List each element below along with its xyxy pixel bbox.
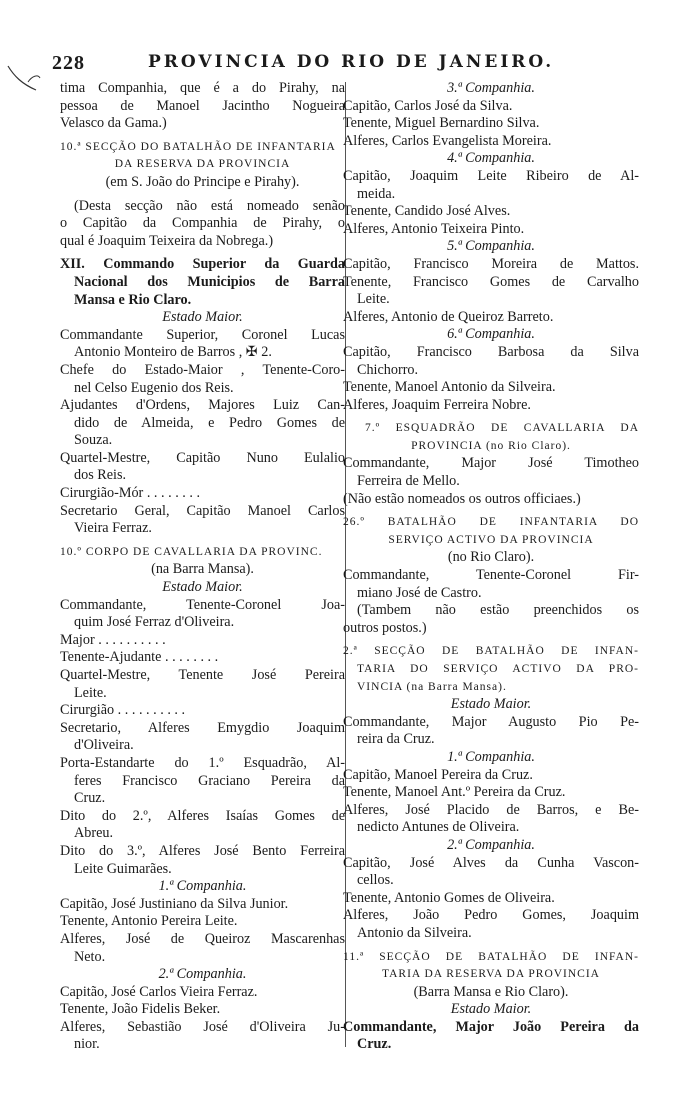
section-heading: TARIA DA RESERVA DA PROVINCIA bbox=[381, 968, 600, 981]
text-line: Chefe do Estado-Maior , Tenente-Coro- bbox=[60, 361, 345, 378]
text-line: qual é Joaquim Teixeira da Nobrega.) bbox=[60, 232, 274, 249]
text-line: Tenente, Manoel Antonio da Silveira. bbox=[343, 379, 556, 396]
section-heading: VINCIA (na Barra Mansa). bbox=[357, 680, 507, 693]
section-heading: 10.º CORPO DE CAVALLARIA DA PROVINC. bbox=[60, 545, 323, 558]
text-line: outros postos.) bbox=[343, 619, 427, 636]
text-line: dido de Almeida, e Pedro Gomes de bbox=[74, 414, 345, 431]
text-line: Tenente, Antonio Gomes de Oliveira. bbox=[343, 889, 555, 906]
text-line: Tenente, Candido José Alves. bbox=[343, 203, 511, 220]
text-line: Capitão, Carlos José da Silva. bbox=[343, 97, 513, 114]
text-line: Cirurgião . . . . . . . . . . bbox=[60, 702, 186, 719]
text-line: Tenente, Antonio Pereira Leite. bbox=[60, 913, 238, 930]
subheading: 6.ª Companhia. bbox=[447, 326, 535, 343]
text-line: Quartel-Mestre, Tenente José Pereira bbox=[60, 667, 345, 683]
text-line: Capitão, Francisco Moreira de Mattos. bbox=[343, 255, 639, 272]
text-line: meida. bbox=[357, 185, 396, 202]
page-number: 228 bbox=[52, 52, 85, 74]
left-column bbox=[60, 80, 345, 1054]
section-heading: 11.ª SECÇÃO DE BATALHÃO DE INFAN- bbox=[343, 950, 639, 963]
text-line: Tenente, Manoel Ant.º Pereira da Cruz. bbox=[343, 784, 566, 801]
text-line: reira da Cruz. bbox=[357, 731, 435, 748]
text-line: Alferes, Antonio de Queiroz Barreto. bbox=[343, 308, 554, 325]
text-line: Leite. bbox=[74, 684, 107, 701]
text-line: Cruz. bbox=[357, 1036, 392, 1053]
subheading: 4.ª Companhia. bbox=[447, 150, 535, 167]
text-line: Capitão, Manoel Pereira da Cruz. bbox=[343, 766, 533, 783]
section-heading: Mansa e Rio Claro. bbox=[74, 291, 192, 308]
text-line: Secretario, Alferes Emygdio Joaquim bbox=[60, 719, 345, 736]
subheading: Estado Maior. bbox=[162, 309, 243, 326]
text-line: Secretario Geral, Capitão Manoel Carlos bbox=[60, 502, 345, 519]
text-line: Capitão, Francisco Barbosa da Silva bbox=[343, 343, 639, 360]
text-line: Alferes, Carlos Evangelista Moreira. bbox=[343, 132, 552, 149]
subheading: 2.ª Companhia. bbox=[158, 966, 247, 983]
pen-mark-icon bbox=[6, 62, 42, 98]
text-line: Alferes, José Placido de Barros, e Be- bbox=[343, 801, 639, 818]
text-line: Quartel-Mestre, Capitão Nuno Eulalio bbox=[60, 449, 345, 466]
section-heading: 26.º BATALHÃO DE INFANTARIA DO bbox=[343, 516, 639, 529]
text-line: Leite Guimarães. bbox=[74, 860, 172, 877]
text-line: (no Rio Claro). bbox=[447, 549, 535, 566]
section-heading: XII. Commando Superior da Guarda bbox=[60, 256, 345, 273]
text-line: (em S. João do Principe e Pirahy). bbox=[105, 173, 300, 190]
text-line: tima Companhia, que é a do Pirahy, na bbox=[60, 80, 345, 96]
text-line: Alferes, José de Queiroz Mascarenhas bbox=[60, 930, 345, 947]
text-line: Dito do 3.º, Alferes José Bento Ferreira bbox=[60, 842, 345, 859]
subheading: Estado Maior. bbox=[450, 696, 532, 713]
text-line: Capitão, José Carlos Vieira Ferraz. bbox=[60, 983, 258, 1000]
text-line: (Desta secção não está nomeado senão bbox=[74, 197, 345, 214]
section-heading: SERVIÇO ACTIVO DA PROVINCIA bbox=[388, 533, 594, 546]
text-line: Tenente, Miguel Bernardino Silva. bbox=[343, 115, 540, 132]
text-line: (Tambem não estão preenchidos os bbox=[357, 602, 639, 619]
text-line: Alferes, João Pedro Gomes, Joaquim bbox=[343, 907, 639, 924]
section-heading: 10.ª SECÇÃO DO BATALHÃO DE INFANTARIA bbox=[60, 140, 336, 153]
section-heading: Nacional dos Municipios de Barra bbox=[74, 273, 345, 290]
page-header bbox=[48, 48, 608, 78]
subheading: 2.ª Companhia. bbox=[447, 836, 535, 853]
text-line: Abreu. bbox=[74, 825, 114, 842]
text-line: Tenente, Francisco Gomes de Carvalho bbox=[343, 273, 639, 290]
text-line: Commandante, Tenente-Coronel Fir- bbox=[343, 567, 639, 584]
text-line: Tenente-Ajudante . . . . . . . . bbox=[60, 649, 219, 666]
text-line: Tenente, João Fidelis Beker. bbox=[60, 1001, 221, 1018]
text-line: Ajudantes d'Ordens, Majores Luiz Can- bbox=[60, 397, 345, 414]
text-line: Leite. bbox=[357, 291, 390, 308]
text-line: quim José Ferraz d'Oliveira. bbox=[74, 614, 235, 631]
text-line: pessoa de Manoel Jacintho Nogueira bbox=[60, 97, 345, 114]
section-heading: DA RESERVA DA PROVINCIA bbox=[114, 158, 291, 171]
text-line: Cirurgião-Mór . . . . . . . . bbox=[60, 485, 201, 502]
subheading: 1.ª Companhia. bbox=[158, 878, 247, 895]
text-line: Capitão, Joaquim Leite Ribeiro de Al- bbox=[343, 167, 639, 184]
text-line: feres Francisco Graciano Pereira da bbox=[74, 772, 345, 789]
section-heading: 2.ª SECÇÃO DE BATALHÃO DE INFAN- bbox=[343, 645, 639, 658]
text-line: Porta-Estandarte do 1.º Esquadrão, Al- bbox=[60, 754, 345, 771]
text-line: Commandante, Major João Pereira da bbox=[343, 1018, 639, 1035]
text-line: nior. bbox=[74, 1036, 100, 1053]
text-line: Souza. bbox=[74, 432, 113, 449]
text-line: Commandante Superior, Coronel Lucas bbox=[60, 326, 345, 343]
text-line: Alferes, Antonio Teixeira Pinto. bbox=[343, 220, 525, 237]
text-line: Chichorro. bbox=[357, 361, 419, 378]
text-line: Neto. bbox=[74, 948, 106, 965]
text-line: Commandante, Major José Timotheo bbox=[343, 455, 639, 472]
subheading: 1.ª Companhia. bbox=[447, 748, 535, 765]
text-line: Ferreira de Mello. bbox=[357, 473, 460, 490]
subheading: 3.ª Companhia. bbox=[447, 80, 535, 96]
section-heading: 7.º ESQUADRÃO DE CAVALLARIA DA bbox=[365, 422, 639, 435]
text-line: (na Barra Mansa). bbox=[151, 561, 254, 578]
subheading: 5.ª Companhia. bbox=[447, 238, 535, 255]
subheading: Estado Maior. bbox=[162, 579, 243, 596]
text-line: Velasco da Gama.) bbox=[60, 115, 167, 132]
text-line: d'Oliveira. bbox=[74, 737, 134, 754]
running-title: PROVINCIA DO RIO DE JANEIRO. bbox=[148, 52, 555, 72]
text-line: Vieira Ferraz. bbox=[74, 520, 152, 537]
text-line: nel Celso Eugenio dos Reis. bbox=[74, 379, 234, 396]
text-line: dos Reis. bbox=[74, 467, 127, 484]
text-line: Cruz. bbox=[74, 790, 106, 807]
text-line: Commandante, Major Augusto Pio Pe- bbox=[343, 713, 639, 730]
text-line: nedicto Antunes de Oliveira. bbox=[357, 819, 520, 836]
text-line: cellos. bbox=[357, 872, 394, 889]
text-line: Capitão, José Alves da Cunha Vascon- bbox=[343, 854, 639, 871]
text-line: (Não estão nomeados os outros officiaes.) bbox=[343, 490, 581, 507]
text-line: o Capitão da Companhia de Pirahy, o bbox=[60, 215, 345, 232]
text-line: Commandante, Tenente-Coronel Joa- bbox=[60, 596, 345, 613]
text-line: Alferes, Sebastião José d'Oliveira Ju- bbox=[60, 1018, 345, 1035]
text-line: (Barra Mansa e Rio Claro). bbox=[413, 983, 569, 1000]
text-line: Capitão, José Justiniano da Silva Junior. bbox=[60, 895, 289, 912]
text-line: Antonio Monteiro de Barros , ✠ 2. bbox=[74, 344, 272, 361]
text-line: Dito do 2.º, Alferes Isaías Gomes de bbox=[60, 807, 345, 824]
text-line: Alferes, Joaquim Ferreira Nobre. bbox=[343, 396, 531, 413]
right-column bbox=[343, 80, 639, 1054]
text-line: miano José de Castro. bbox=[357, 584, 482, 601]
subheading: Estado Maior. bbox=[450, 1001, 532, 1018]
section-heading: TARIA DO SERVIÇO ACTIVO DA PRO- bbox=[357, 663, 639, 675]
text-line: Major . . . . . . . . . . bbox=[60, 631, 166, 648]
section-heading: PROVINCIA (no Rio Claro). bbox=[411, 439, 571, 452]
text-line: Antonio da Silveira. bbox=[357, 924, 472, 941]
